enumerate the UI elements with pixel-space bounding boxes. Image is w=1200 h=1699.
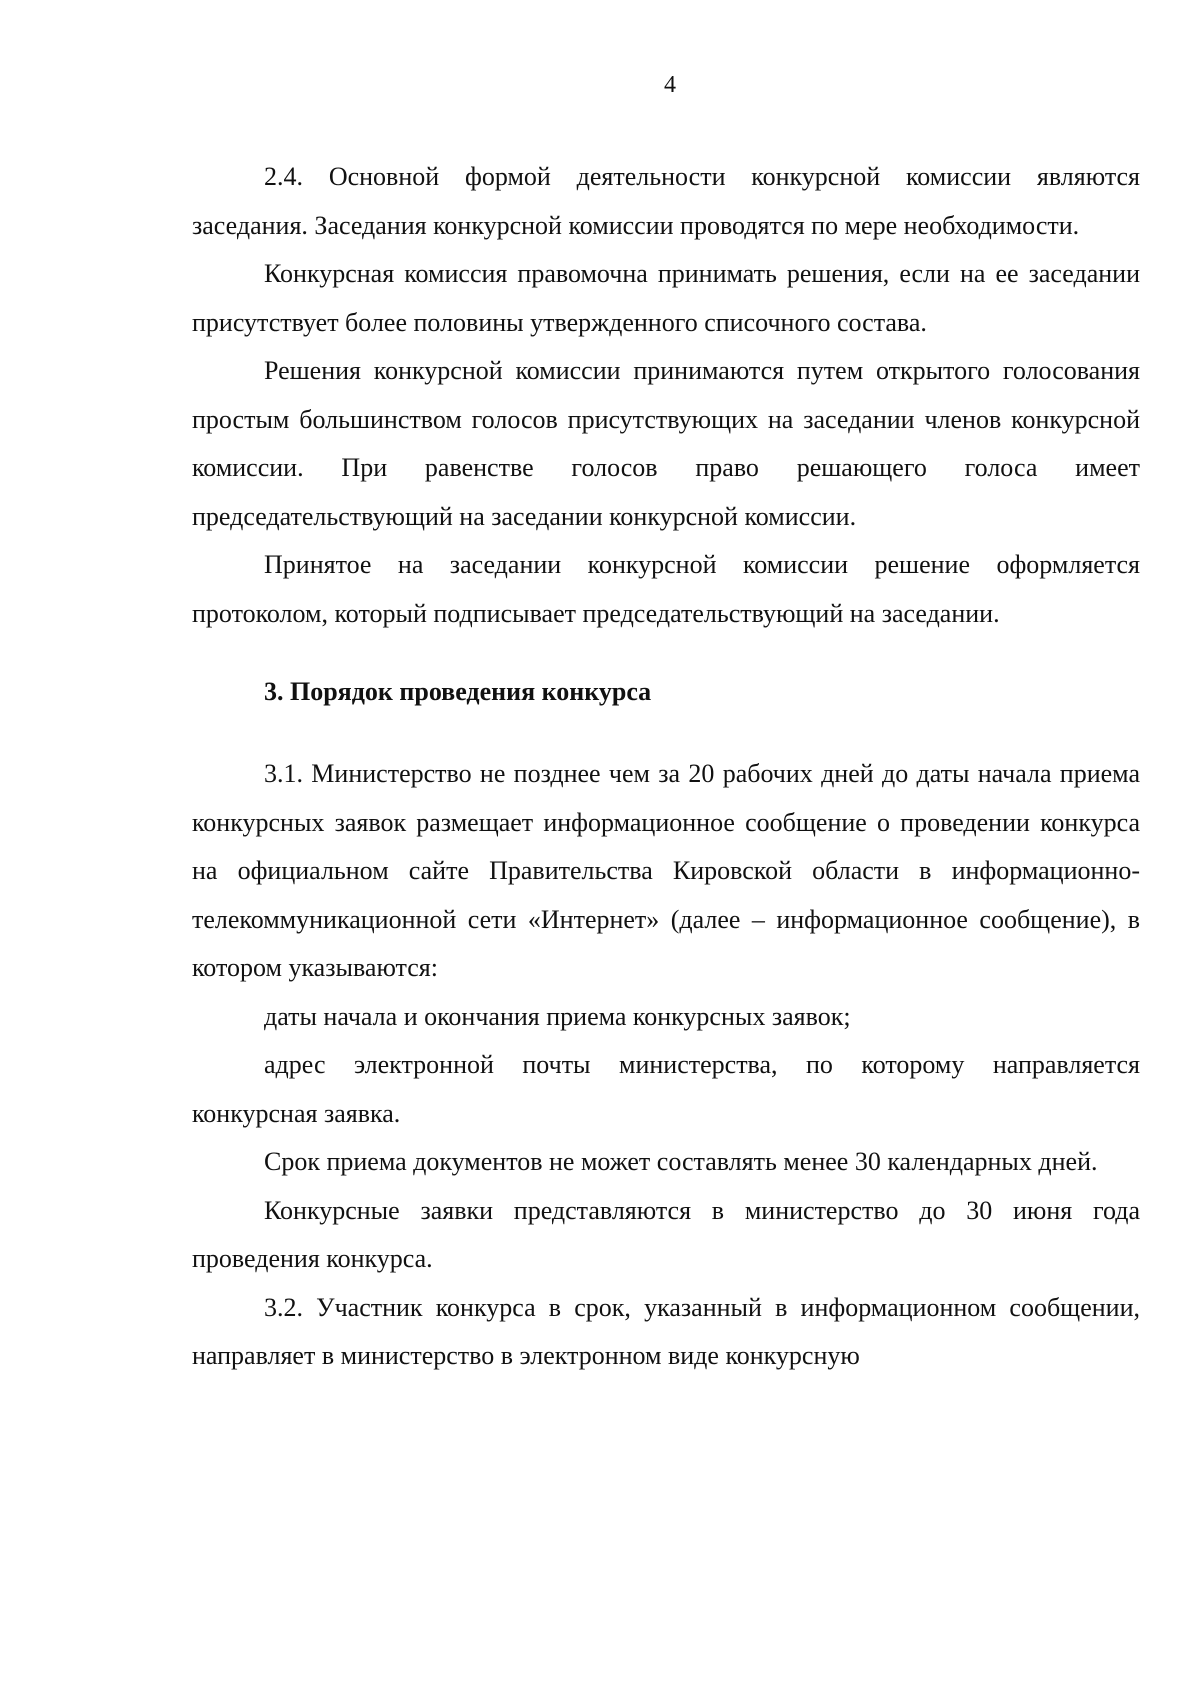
- paragraph-deadline: Конкурсные заявки представляются в министерство до 30 июня года проведения конкурса.: [192, 1195, 1140, 1273]
- paragraph-3-2: 3.2. Участник конкурса в срок, указанный в информационном сообщении, направляет в министерство в электронном виде конкурсную: [192, 1292, 1140, 1370]
- section-heading: 3. Порядок проведения конкурса: [264, 677, 652, 706]
- paragraph-email: адрес электронной почты министерства, по которому направляется конкурсная заявка.: [192, 1050, 1140, 1128]
- document-body: [192, 153, 1140, 1381]
- paragraph-protocol: Принятое на заседании конкурсной комиссии решение оформляется протоколом, который подписывает председательствующий на заседании.: [192, 550, 1140, 628]
- paragraph-dates: даты начала и окончания приема конкурсных заявок;: [264, 1001, 851, 1031]
- page-number: 4: [664, 72, 676, 98]
- paragraph-3-1: 3.1. Министерство не позднее чем за 20 рабочих дней до даты начала приема конкурсных заявок размещает информационное сообщение о проведении конкурса на официальном сайте Правительства Кировской области в информационно-телекоммуникационной сети «Интернет» (далее – информационное сообщение), в котором указываются:: [192, 759, 1140, 982]
- paragraph-term: Срок приема документов не может составлять менее 30 календарных дней.: [264, 1147, 1098, 1176]
- paragraph-quorum: Конкурсная комиссия правомочна принимать решения, если на ее заседании присутствует более половины утвержденного списочного состава.: [192, 259, 1140, 337]
- paragraph-voting: Решения конкурсной комиссии принимаются путем открытого голосования простым большинством голосов присутствующих на заседании членов конкурсной комиссии. При равенстве голосов право решающего голоса имеет председательствующий на заседании конкурсной комиссии.: [192, 356, 1140, 531]
- paragraph-2-4: 2.4. Основной формой деятельности конкурсной комиссии являются заседания. Заседания конкурсной комиссии проводятся по мере необходимости.: [192, 162, 1140, 240]
